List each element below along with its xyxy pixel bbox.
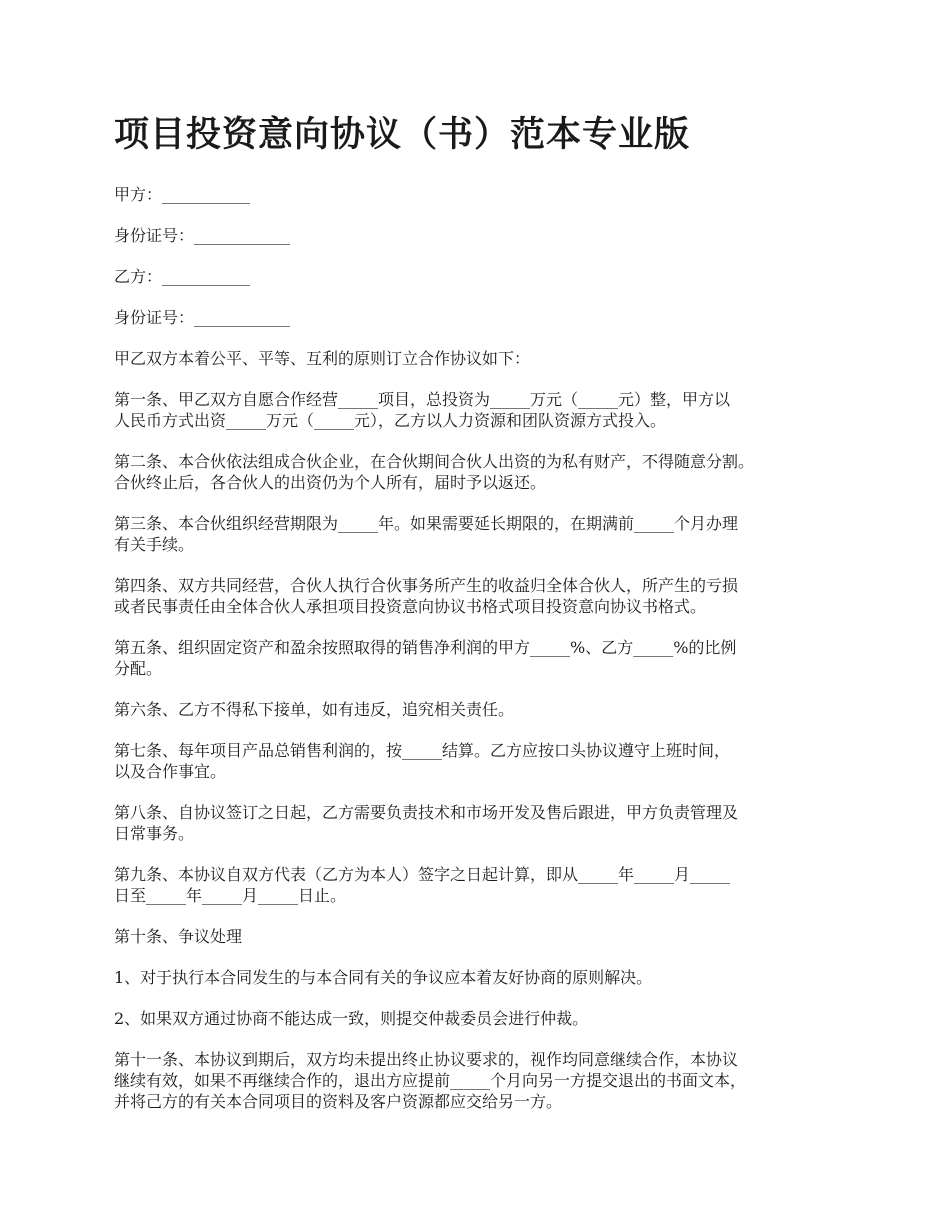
article-4: 第四条、双方共同经营，合伙人执行合伙事务所产生的收益归全体合伙人，所产生的亏损 或者民事责任由全体合伙人承担项目投资意向协议书格式项目投资意向协议书格式。 xyxy=(114,576,739,616)
article-10-clause-2: 2、如果双方通过协商不能达成一致，则提交仲裁委员会进行仲裁。 xyxy=(114,1009,589,1028)
article-5: 第五条、组织固定资产和盈余按照取得的销售净利润的甲方_____%、乙方_____%的比例 分配。 xyxy=(114,638,737,678)
article-10: 第十条、争议处理 xyxy=(114,927,243,946)
article-2: 第二条、本合伙依法组成合伙企业，在合伙期间合伙人出资的为私有财产，不得随意分割。 合伙终止后，各合伙人的出资仍为个人所有，届时予以返还。 xyxy=(114,452,755,492)
article-3: 第三条、本合伙组织经营期限为_____年。如果需要延长期限的，在期满前_____个月办理 有关手续。 xyxy=(114,514,739,554)
article-1: 第一条、甲乙双方自愿合作经营_____项目，总投资为_____万元（_____元）整，甲方以 人民币方式出资_____万元（_____元），乙方以人力资源和团队资源方式投入。 xyxy=(114,390,731,430)
article-11: 第十一条、本协议到期后，双方均未提出终止协议要求的，视作均同意继续合作，本协议 继续有效，如果不再继续合作的，退出方应提前_____个月向另一方提交退出的书面文本， 并将己方的有关本合同项目的资料及客户资源都应交给另一方。 xyxy=(114,1050,747,1111)
article-8: 第八条、自协议签订之日起，乙方需要负责技术和市场开发及售后跟进，甲方负责管理及 日常事务。 xyxy=(114,803,739,843)
document-page xyxy=(114,110,844,1132)
party-a-id-field: 身份证号：____________ xyxy=(114,226,291,245)
article-6: 第六条、乙方不得私下接单，如有违反，追究相关责任。 xyxy=(114,700,515,719)
party-b-field: 乙方：___________ xyxy=(114,267,251,286)
article-10-clause-1: 1、对于执行本合同发生的与本合同有关的争议应本着友好协商的原则解决。 xyxy=(114,968,653,987)
party-b-id-field: 身份证号：____________ xyxy=(114,308,291,327)
article-7: 第七条、每年项目产品总销售利润的，按_____结算。乙方应按口头协议遵守上班时间， 以及合作事宜。 xyxy=(114,741,731,781)
document-title: 项目投资意向协议（书）范本专业版 xyxy=(114,115,691,155)
article-9: 第九条、本协议自双方代表（乙方为本人）签字之日起计算，即从_____年_____月_____ 日至_____年_____月_____日止。 xyxy=(114,865,731,905)
party-a-field: 甲方：___________ xyxy=(114,185,251,204)
intro-paragraph: 甲乙双方本着公平、平等、互利的原则订立合作协议如下： xyxy=(114,349,531,368)
